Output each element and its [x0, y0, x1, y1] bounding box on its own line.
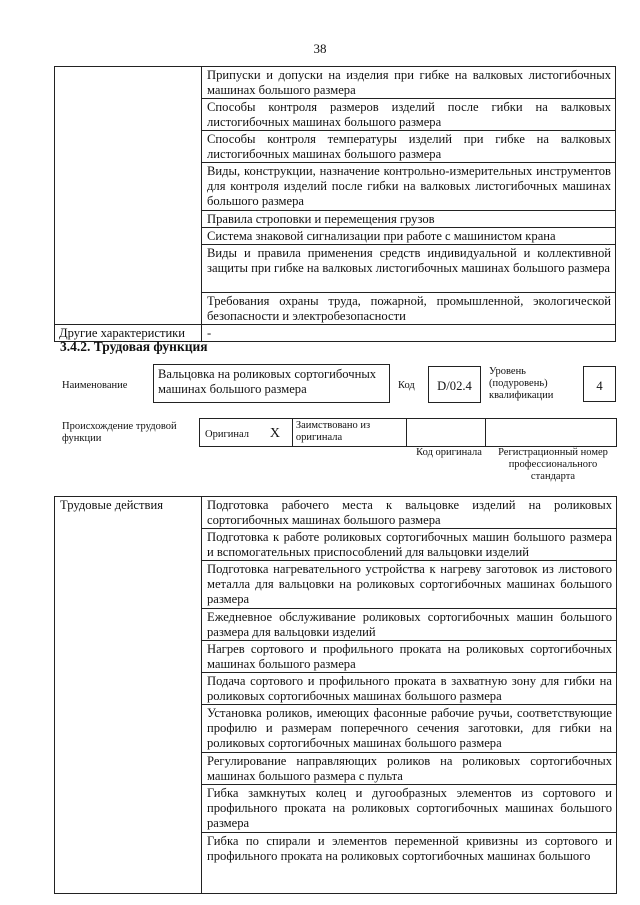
table-cell — [202, 673, 617, 705]
level-value-box — [583, 366, 616, 402]
labor-action-item: Регулирование направляющих роликов на роликовых сортогибочных машинах большого размера с пульта — [207, 754, 612, 783]
knowledge-item: Способы контроля температуры изделий при гибке на валковых листогибочных машинах большого размера — [207, 132, 611, 161]
table-cell — [202, 641, 617, 673]
knowledge-item: Правила строповки и перемещения грузов — [207, 212, 435, 226]
table-cell — [202, 497, 617, 529]
labor-action-item: Установка роликов, имеющих фасонные рабочие ручьи, соответствующие профилю и размерам поперечного сечения заготовки, для гибки на роликовых сортогибочных машинах большого размера — [207, 706, 612, 750]
origin-table — [199, 418, 617, 447]
table-row — [55, 497, 617, 529]
labor-action-item: Подготовка к работе роликовых сортогибочных машин большого размера и вспомогательных приспособлений для вальцовки изделий — [207, 530, 612, 559]
labor-action-item: Нагрев сортового и профильного проката на роликовых сортогибочных машинах большого размера — [207, 642, 612, 671]
code-value: D/02.4 — [437, 379, 472, 393]
table-cell — [200, 419, 270, 447]
knowledge-table — [54, 66, 616, 342]
level-value: 4 — [596, 379, 603, 393]
level-label: Уровень (подуровень) квалификации — [489, 366, 554, 401]
code-original-caption: Код оригинала — [416, 447, 482, 458]
table-cell — [202, 325, 616, 342]
labor-action-item: Подача сортового и профильного проката в захватную зону для гибки на роликовых сортогибочных машинах большого размера — [207, 674, 612, 703]
name-label: Наименование — [62, 380, 128, 391]
name-value: Вальцовка на роликовых сортогибочных машинах большого размера — [158, 367, 377, 396]
table-cell — [202, 67, 616, 99]
other-characteristics-label: Другие характеристики — [59, 326, 186, 340]
borrowed-label: Заимствовано из оригинала — [295, 420, 371, 443]
name-value-box — [153, 364, 390, 403]
labor-action-item: Гибка замкнутых колец и дугообразных элементов из сортового и профильного проката на роликовых сортогибочных машинах большого размера — [207, 786, 612, 830]
table-row — [200, 419, 617, 447]
table-cell — [202, 293, 616, 325]
knowledge-item: Виды, конструкции, назначение контрольно-измерительных инструментов для контроля изделий после гибки на валковых листогибочных машинах большого размера — [207, 164, 611, 208]
knowledge-item: Способы контроля размеров изделий после гибки на валковых листогибочных машинах большого размера — [207, 100, 611, 129]
table-cell — [270, 419, 292, 447]
table-cell — [202, 785, 617, 833]
labor-action-item: Ежедневное обслуживание роликовых сортогибочных машин большого размера для вальцовки изделий — [207, 610, 612, 639]
table-cell — [202, 228, 616, 245]
page-number: 38 — [313, 41, 327, 56]
code-label: Код — [398, 380, 415, 391]
table-cell — [202, 561, 617, 609]
table-cell — [292, 419, 406, 447]
code-original-cell — [406, 419, 486, 447]
table-cell — [202, 753, 617, 785]
other-characteristics-value: - — [207, 326, 212, 340]
original-label: Оригинал — [205, 428, 249, 440]
code-value-box — [428, 366, 481, 403]
knowledge-item: Требования охраны труда, пожарной, промышленной, экологической безопасности и электробезопасности — [207, 294, 611, 323]
origin-label: Происхождение трудовой функции — [62, 421, 177, 444]
table-cell — [202, 99, 616, 131]
knowledge-item: Виды и правила применения средств индивидуальной и коллективной защиты при гибке на валковых листогибочных машинах большого размера — [207, 246, 611, 275]
labor-action-item: Гибка по спирали и элементов переменной кривизны из сортового и профильного проката на роликовых сортогибочных машинах большого — [207, 834, 612, 863]
labor-action-item: Подготовка рабочего места к вальцовке изделий на роликовых сортогибочных машинах большого размера — [207, 498, 612, 527]
table-cell — [55, 497, 202, 894]
section-heading: 3.4.2. Трудовая функция — [60, 339, 208, 354]
table-cell — [202, 705, 617, 753]
knowledge-item: Система знаковой сигнализации при работе с машинистом крана — [207, 229, 556, 243]
table-cell — [202, 211, 616, 228]
table-cell — [202, 163, 616, 211]
labor-actions-label: Трудовые действия — [60, 498, 164, 512]
knowledge-item: Припуски и допуски на изделия при гибке на валковых листогибочных машинах большого размера — [207, 68, 611, 97]
knowledge-left-cell — [55, 67, 202, 325]
reg-number-cell — [486, 419, 617, 447]
labor-actions-table — [54, 496, 617, 894]
table-cell — [202, 245, 616, 293]
reg-number-caption: Регистрационный номер профессионального стандарта — [498, 447, 608, 482]
table-cell — [202, 609, 617, 641]
labor-action-item: Подготовка нагревательного устройства к нагреву заготовок из листового металла для вальцовки на роликовых сортогибочных машинах большого размера — [207, 562, 612, 606]
table-row — [55, 67, 616, 99]
original-mark: X — [269, 425, 281, 441]
table-cell — [202, 529, 617, 561]
table-cell — [202, 131, 616, 163]
table-cell — [202, 833, 617, 894]
